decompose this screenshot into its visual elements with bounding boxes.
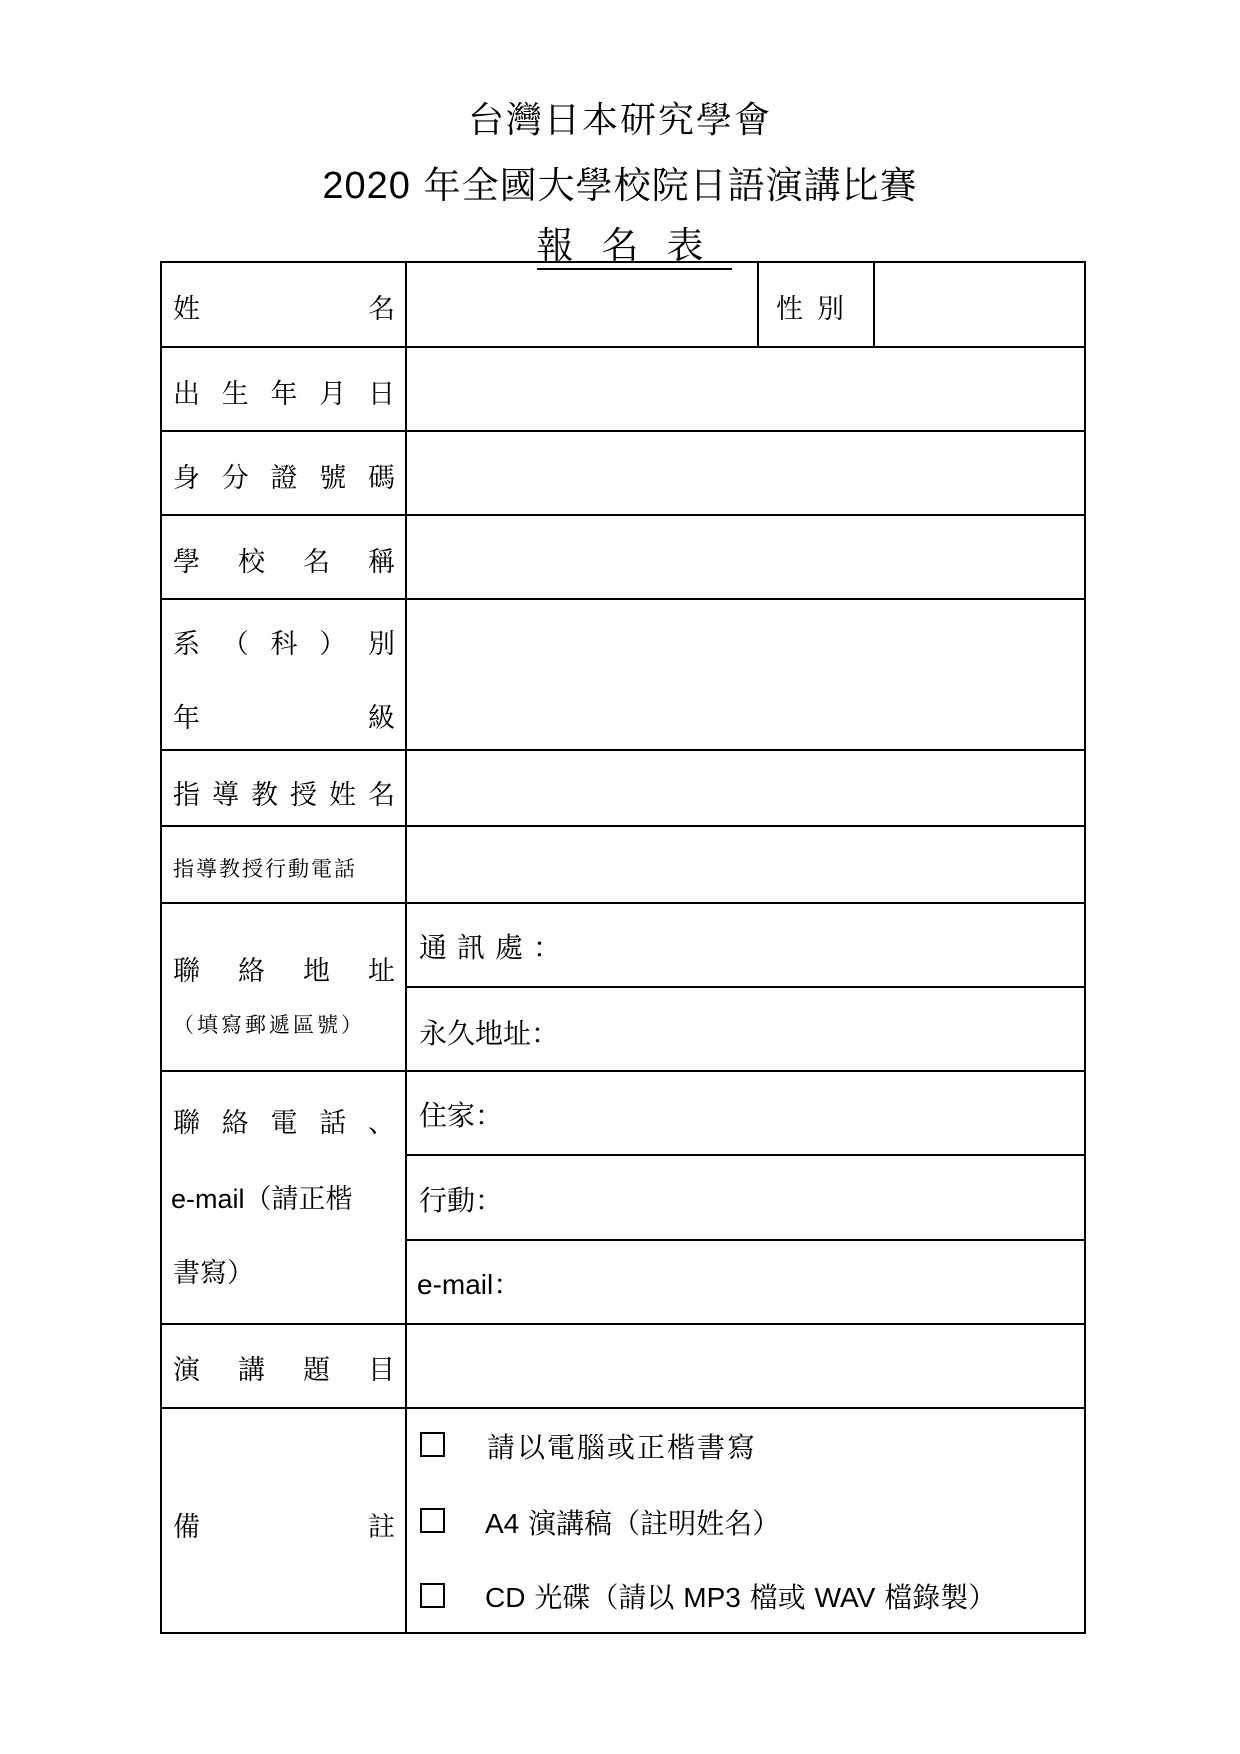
- mobile-label: 行動：: [419, 1184, 504, 1217]
- gender-label: 性別: [776, 294, 858, 325]
- email-field[interactable]: [407, 1241, 1084, 1323]
- checklist-item-3: CD 光碟（請以 MP3 檔或 WAV 檔錄製）: [485, 1581, 997, 1614]
- checklist-item-1: 請以電腦或正楷書寫: [487, 1431, 758, 1464]
- contact-label-line1: 聯 絡 電 話 、: [173, 1108, 395, 1139]
- address-note: （填寫郵遞區號）: [173, 1013, 365, 1037]
- checkbox-cd[interactable]: [420, 1583, 445, 1608]
- advisor-phone-field[interactable]: [407, 827, 1084, 902]
- department-grade-field[interactable]: [407, 600, 1084, 749]
- name-field[interactable]: [407, 263, 757, 346]
- advisor-phone-label: 指導教授行動電話: [173, 857, 357, 881]
- permanent-address-label: 永久地址：: [419, 1017, 560, 1050]
- department-label: 系 （ 科 ） 別: [173, 629, 395, 660]
- birthday-field[interactable]: [407, 348, 1084, 430]
- organization-title: 台灣日本研究學會: [467, 100, 772, 141]
- name-label: 姓 名: [173, 294, 395, 325]
- mailing-address-field[interactable]: [407, 904, 1084, 986]
- checkbox-handwriting[interactable]: [420, 1432, 445, 1457]
- school-field[interactable]: [407, 516, 1084, 598]
- event-title: [0, 155, 1240, 209]
- checkbox-a4-script[interactable]: [420, 1508, 445, 1533]
- event-year: 2020: [322, 165, 411, 207]
- home-phone-label: 住家：: [419, 1099, 504, 1132]
- speech-title-label: 演 講 題 目: [173, 1355, 395, 1386]
- birthday-label: 出 生 年 月 日: [173, 379, 395, 410]
- id-number-label: 身 分 證 號 碼: [173, 463, 395, 494]
- email-label: e-mail：: [417, 1269, 522, 1300]
- event-name: 年全國大學校院日語演講比賽: [423, 164, 918, 207]
- mobile-field[interactable]: [407, 1156, 1084, 1239]
- home-phone-field[interactable]: [407, 1072, 1084, 1154]
- column-divider: [757, 263, 759, 347]
- advisor-name-label: 指 導 教 授 姓 名: [173, 780, 395, 811]
- school-label: 學 校 名 稱: [173, 547, 395, 578]
- registration-form: [160, 261, 1086, 1634]
- gender-field[interactable]: [875, 263, 1084, 346]
- checklist-item-2: A4 演講稿（註明姓名）: [485, 1507, 781, 1540]
- speech-title-field[interactable]: [407, 1325, 1084, 1407]
- remarks-label: 備 註: [173, 1512, 395, 1543]
- form-title: 報名表: [0, 215, 1240, 269]
- grade-label: 年 級: [173, 703, 395, 734]
- id-number-field[interactable]: [407, 432, 1084, 514]
- contact-label-line2: e-mail（請正楷: [171, 1184, 353, 1215]
- contact-label-line3: 書寫）: [173, 1258, 254, 1289]
- permanent-address-field[interactable]: [407, 988, 1084, 1070]
- row-divider: [162, 1407, 1084, 1409]
- advisor-name-field[interactable]: [407, 751, 1084, 825]
- mailing-address-label: 通訊處：: [419, 931, 572, 964]
- address-label: 聯 絡 地 址: [173, 956, 395, 987]
